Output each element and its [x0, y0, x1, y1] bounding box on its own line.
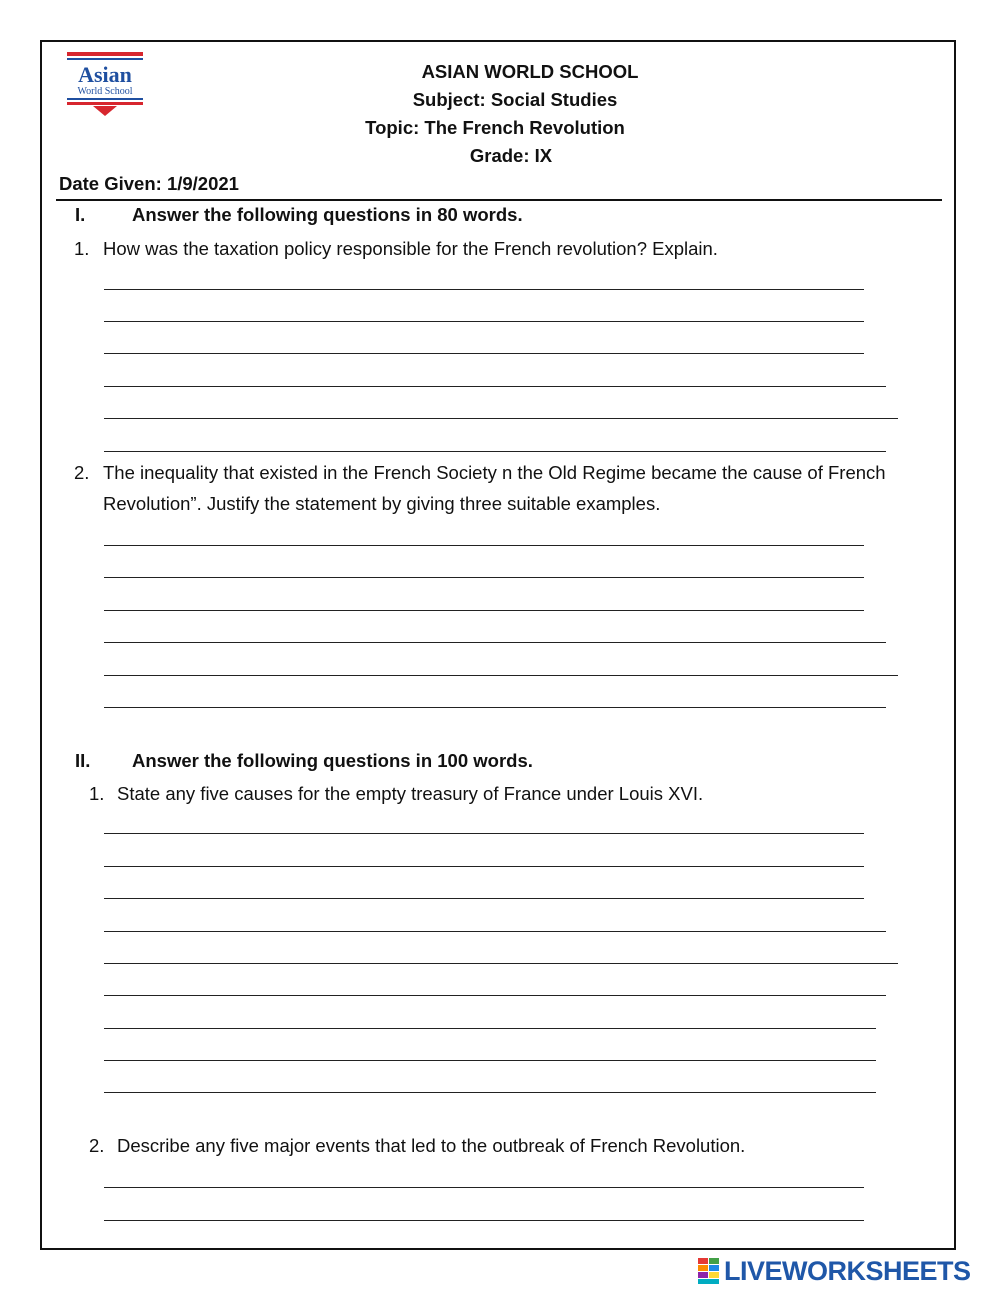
answer-line[interactable]: [104, 898, 864, 899]
logo-text-bottom: World School: [77, 86, 133, 97]
question-text: The inequality that existed in the French Society n the Old Regime became the cause of French Revolution”. Justify the statement by giving three suitable examples.: [103, 462, 886, 514]
answer-line[interactable]: [104, 289, 864, 290]
answer-line[interactable]: [104, 995, 886, 996]
answer-line[interactable]: [104, 675, 898, 676]
question: [74, 233, 924, 264]
section-title: Answer the following questions in 100 words.: [132, 750, 533, 771]
topic: Topic: The French Revolution: [365, 117, 625, 138]
question-number: 1.: [89, 783, 105, 804]
question: [89, 1130, 939, 1161]
question: [89, 778, 939, 809]
section-numeral: II.: [75, 750, 91, 771]
question-text: How was the taxation policy responsible for the French revolution? Explain.: [103, 238, 718, 259]
answer-line[interactable]: [104, 1187, 864, 1188]
question-text: State any five causes for the empty treasury of France under Louis XVI.: [117, 783, 704, 804]
answer-line[interactable]: [104, 1060, 876, 1061]
answer-line[interactable]: [104, 833, 864, 834]
school-name: ASIAN WORLD SCHOOL: [421, 61, 639, 82]
answer-line[interactable]: [104, 1028, 876, 1029]
answer-line[interactable]: [104, 451, 886, 452]
liveworksheets-brand[interactable]: [698, 1256, 971, 1286]
answer-line[interactable]: [104, 418, 898, 419]
subject: Subject: Social Studies: [412, 89, 618, 110]
answer-line[interactable]: [104, 642, 886, 643]
question-number: 2.: [74, 462, 90, 483]
question-text: Describe any five major events that led to the outbreak of French Revolution.: [117, 1135, 746, 1156]
answer-line[interactable]: [104, 866, 864, 867]
header-rule: [56, 199, 942, 201]
answer-line[interactable]: [104, 931, 886, 932]
answer-line[interactable]: [104, 353, 864, 354]
school-logo: [65, 50, 145, 118]
answer-line[interactable]: [104, 386, 886, 387]
answer-line[interactable]: [104, 321, 864, 322]
section-title: Answer the following questions in 80 words.: [132, 204, 523, 225]
question: [74, 457, 924, 519]
answer-line[interactable]: [104, 1220, 864, 1221]
liveworksheets-text: LIVEWORKSHEETS: [724, 1255, 971, 1286]
question-number: 2.: [89, 1135, 105, 1156]
answer-line[interactable]: [104, 963, 898, 964]
liveworksheets-icon: [698, 1258, 720, 1284]
answer-line[interactable]: [104, 577, 864, 578]
logo-text-top: Asian: [78, 62, 132, 87]
question-number: 1.: [74, 238, 90, 259]
answer-line[interactable]: [104, 545, 864, 546]
date-given: Date Given: 1/9/2021: [59, 173, 239, 194]
answer-line[interactable]: [104, 610, 864, 611]
section-numeral: I.: [75, 204, 86, 225]
answer-line[interactable]: [104, 1092, 876, 1093]
grade: Grade: IX: [469, 145, 553, 166]
answer-line[interactable]: [104, 707, 886, 708]
